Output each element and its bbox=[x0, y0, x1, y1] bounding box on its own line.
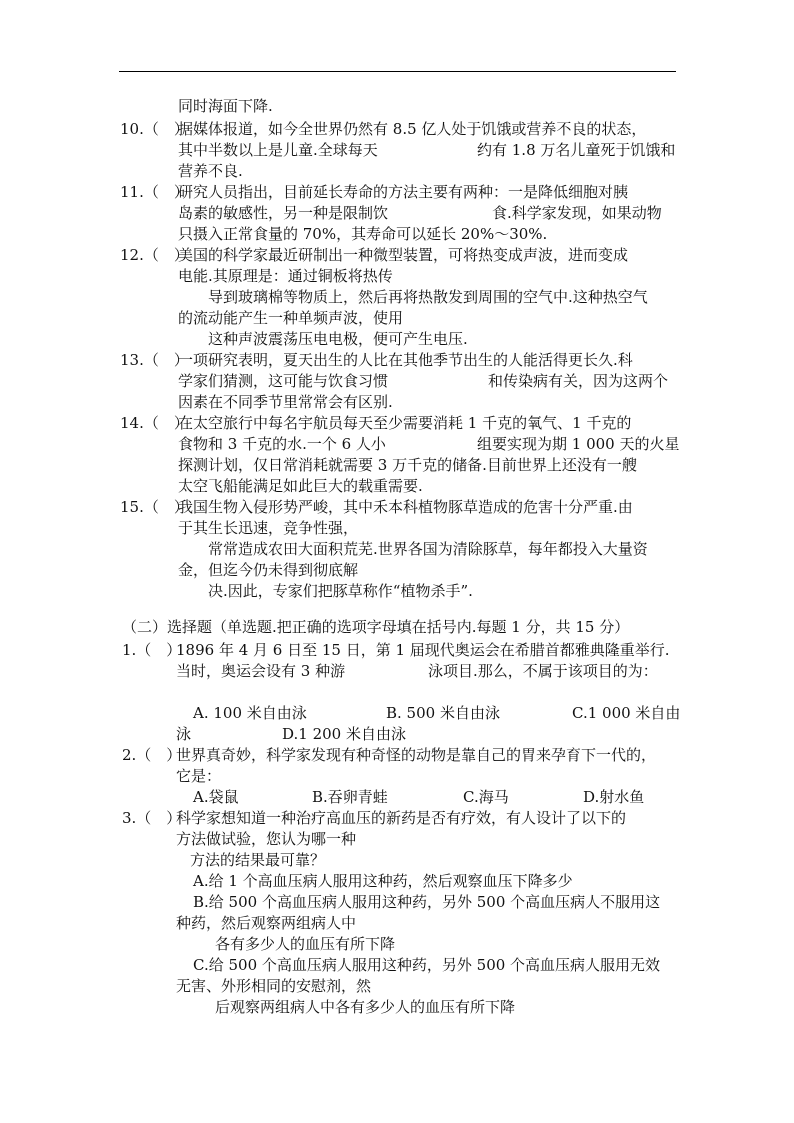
option-d[interactable]: D.1 200 米自由泳 bbox=[282, 725, 406, 743]
header-rule bbox=[119, 71, 676, 72]
question-text: 营养不良. bbox=[178, 162, 243, 180]
question-number[interactable]: 13.（ ） bbox=[120, 351, 189, 369]
question-text: 太空飞船能满足如此巨大的载重需要. bbox=[178, 477, 423, 495]
question-text: 美国的科学家最近研制出一种微型装置，可将热变成声波，进而变成 bbox=[178, 246, 629, 264]
question-text: 因素在不同季节里常常会有区别. bbox=[178, 393, 393, 411]
option-b-continued: 种药，然后观察两组病人中 bbox=[176, 914, 357, 932]
question-number[interactable]: 2.（ ） bbox=[122, 746, 182, 764]
question-text: 1896 年 4 月 6 日至 15 日，第 1 届现代奥运会在希腊首都雅典隆重举行. bbox=[176, 641, 670, 659]
question-text: 科学家想知道一种治疗高血压的新药是否有疗效，有人设计了以下的 bbox=[176, 809, 627, 827]
question-text: 在太空旅行中每名宇航员每天至少需要消耗 1 千克的氧气、1 千克的 bbox=[178, 414, 632, 432]
question-text: 金，但迄今仍未得到彻底解 bbox=[178, 561, 359, 579]
option-c[interactable]: C.1 000 米自由 bbox=[572, 704, 681, 722]
question-text: 这种声波震荡压电电极，便可产生电压. bbox=[208, 330, 468, 348]
question-text: 食.科学家发现，如果动物 bbox=[492, 204, 662, 222]
question-text: 方法做试验，您认为哪一种 bbox=[176, 830, 357, 848]
question-text: 只摄入正常食量的 70%，其寿命可以延长 20%～30%. bbox=[178, 225, 548, 243]
question-text: 导到玻璃棉等物质上，然后再将热散发到周围的空气中.这种热空气 bbox=[208, 288, 648, 306]
question-text: 当时，奥运会设有 3 种游 bbox=[176, 662, 346, 680]
option-c-continued: 无害、外形相同的安慰剂，然 bbox=[176, 977, 372, 995]
option-b[interactable]: B.吞卵青蛙 bbox=[312, 788, 388, 806]
question-text: 探测计划，仅日常消耗就需要 3 万千克的储备.目前世界上还没有一艘 bbox=[178, 456, 637, 474]
question-text: 学家们猜测，这可能与饮食习惯 bbox=[178, 372, 389, 390]
question-text: 约有 1.8 万名儿童死于饥饿和 bbox=[477, 141, 676, 159]
question-text: 泳项目.那么，不属于该项目的为： bbox=[428, 662, 658, 680]
question-text: 组要实现为期 1 000 天的火星 bbox=[477, 435, 680, 453]
question-text: 常常造成农田大面积荒芜.世界各国为清除豚草，每年都投入大量资 bbox=[208, 540, 648, 558]
option-d[interactable]: D.射水鱼 bbox=[583, 788, 645, 806]
option-b[interactable]: B.给 500 个高血压病人服用这种药，另外 500 个高血压病人不服用这 bbox=[193, 893, 661, 911]
option-a[interactable]: A. 100 米自由泳 bbox=[193, 704, 307, 722]
option-a[interactable]: A.袋鼠 bbox=[193, 788, 239, 806]
question-number[interactable]: 15.（ ） bbox=[120, 498, 189, 516]
option-b[interactable]: B. 500 米自由泳 bbox=[386, 704, 500, 722]
question-number[interactable]: 14.（ ） bbox=[120, 414, 189, 432]
question-text: 世界真奇妙，科学家发现有种奇怪的动物是靠自己的胃来孕育下一代的， bbox=[176, 746, 657, 764]
question-text: 方法的结果最可靠？ bbox=[190, 851, 326, 869]
option-c-continued: 泳 bbox=[176, 725, 192, 743]
question-text: 一项研究表明，夏天出生的人比在其他季节出生的人能活得更长久.科 bbox=[178, 351, 633, 369]
option-a[interactable]: A.给 1 个高血压病人服用这种药，然后观察血压下降多少 bbox=[193, 872, 573, 890]
question-number[interactable]: 10.（ ） bbox=[120, 120, 189, 138]
option-c[interactable]: C.海马 bbox=[463, 788, 509, 806]
question-number[interactable]: 3.（ ） bbox=[122, 809, 182, 827]
question-text: 食物和 3 千克的水.一个 6 人小 bbox=[178, 435, 386, 453]
question-text: 研究人员指出，目前延长寿命的方法主要有两种：一是降低细胞对胰 bbox=[178, 183, 629, 201]
question-number[interactable]: 11.（ ） bbox=[120, 183, 189, 201]
question-text: 据媒体报道，如今全世界仍然有 8.5 亿人处于饥饿或营养不良的状态， bbox=[178, 120, 647, 138]
question-text: 其中半数以上是儿童.全球每天 bbox=[178, 141, 378, 159]
question-number[interactable]: 12.（ ） bbox=[120, 246, 189, 264]
question-text: 于其生长迅速，竞争性强， bbox=[178, 519, 359, 537]
question-number[interactable]: 1.（ ） bbox=[122, 641, 182, 659]
question-text: 我国生物入侵形势严峻，其中禾本科植物豚草造成的危害十分严重.由 bbox=[178, 498, 633, 516]
section-heading: （二）选择题（单选题.把正确的选项字母填在括号内.每题 1 分，共 15 分） bbox=[122, 618, 630, 636]
option-b-continued: 各有多少人的血压有所下降 bbox=[215, 935, 396, 953]
question-text: 的流动能产生一种单频声波，使用 bbox=[178, 309, 404, 327]
question-text: 岛素的敏感性，另一种是限制饮 bbox=[178, 204, 389, 222]
question-text: 它是： bbox=[176, 767, 222, 785]
question-text: 决.因此，专家们把豚草称作“植物杀手”. bbox=[208, 582, 473, 600]
question-text: 和传染病有关，因为这两个 bbox=[488, 372, 669, 390]
continuation-line: 同时海面下降. bbox=[178, 97, 273, 115]
option-c-continued: 后观察两组病人中各有多少人的血压有所下降 bbox=[215, 998, 516, 1016]
question-text: 电能.其原理是：通过铜板将热传 bbox=[178, 267, 393, 285]
option-c[interactable]: C.给 500 个高血压病人服用这种药，另外 500 个高血压病人服用无效 bbox=[193, 956, 661, 974]
